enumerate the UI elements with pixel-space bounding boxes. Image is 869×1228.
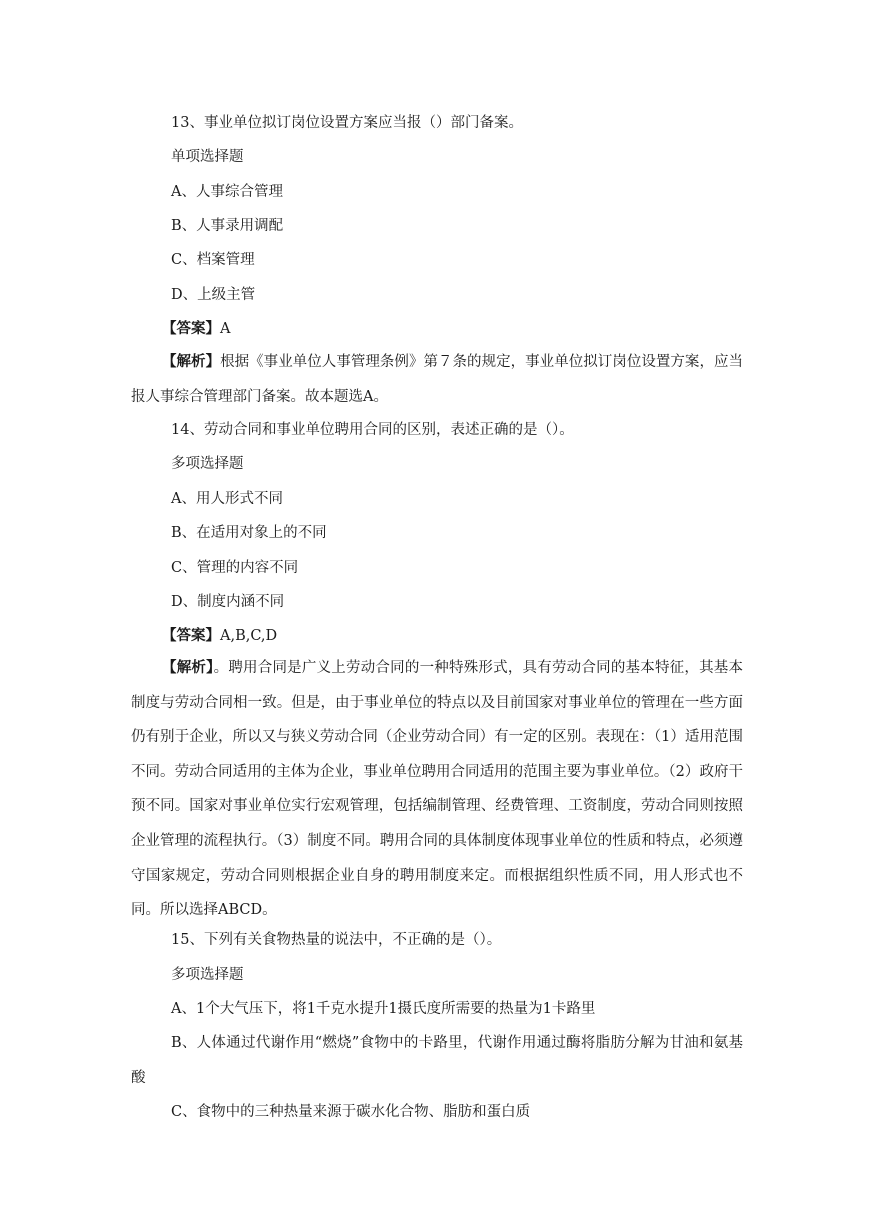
question-14-option-a: A、用人形式不同	[171, 491, 283, 507]
question-15-option-a: A、1个大气压下，将1千克水提升1摄氏度所需要的热量为1卡路里	[171, 1001, 596, 1017]
question-15-type: 多项选择题	[171, 967, 244, 983]
analysis-tag: 【解析】	[162, 659, 214, 676]
question-13-option-b: B、人事录用调配	[171, 218, 284, 234]
question-13-stem: 13、事业单位拟订岗位设置方案应当报（）部门备案。	[171, 115, 523, 131]
question-14-analysis	[131, 651, 743, 928]
question-14-answer	[0, 625, 869, 647]
question-13-analysis	[131, 345, 743, 414]
answer-tag: 【答案】	[162, 627, 220, 644]
question-13-option-c: C、档案管理	[171, 252, 255, 268]
answer-value: A,B,C,D	[220, 628, 278, 644]
answer-value: A	[220, 321, 231, 337]
question-14-stem: 14、劳动合同和事业单位聘用合同的区别，表述正确的是（）。	[171, 422, 574, 438]
question-13-type: 单项选择题	[171, 149, 244, 165]
question-14-type: 多项选择题	[171, 456, 244, 472]
analysis-text: 根据《事业单位人事管理条例》第７条的规定，事业单位拟订岗位设置方案，应当报人事综合管理部门备案。故本题选A。	[131, 354, 744, 405]
question-13-answer	[0, 318, 869, 340]
question-15-stem: 15、下列有关食物热量的说法中，不正确的是（）。	[171, 932, 502, 948]
question-15-option-b: B、人体通过代谢作用“燃烧”食物中的卡路里，代谢作用通过酶将脂肪分解为甘油和氨基酸	[131, 1035, 743, 1086]
question-14-option-c: C、管理的内容不同	[171, 560, 299, 576]
question-14-option-b: B、在适用对象上的不同	[171, 525, 327, 541]
answer-tag: 【答案】	[162, 320, 220, 337]
question-13-option-d: D、上级主管	[171, 287, 256, 303]
analysis-text: 。聘用合同是广义上劳动合同的一种特殊形式，具有劳动合同的基本特征，其基本制度与劳动合同相一致。但是，由于事业单位的特点以及目前国家对事业单位的管理在一些方面仍有别于企业，所以又与狭义劳动合同（企业劳动合同）有一定的区别。表现在：（1）适用范围不同。劳动合同适用的主体为企业，事业单位聘用合同适用的范围主要为事业单位。（2）政府干预不同。国家对事业单位实行宏观管理，包括编制管理、经费管理、工资制度，劳动合同则按照企业管理的流程执行。（3）制度不同。聘用合同的具体制度体现事业单位的性质和特点，必须遵守国家规定，劳动合同则根据企业自身的聘用制度来定。而根据组织性质不同，用人形式也不同。所以选择ABCD。	[131, 660, 744, 919]
question-13-option-a: A、人事综合管理	[171, 184, 283, 200]
question-14-option-d: D、制度内涵不同	[171, 594, 285, 610]
analysis-tag: 【解析】	[162, 353, 221, 370]
question-15-option-c: C、食物中的三种热量来源于碳水化合物、脂肪和蛋白质	[171, 1104, 531, 1120]
